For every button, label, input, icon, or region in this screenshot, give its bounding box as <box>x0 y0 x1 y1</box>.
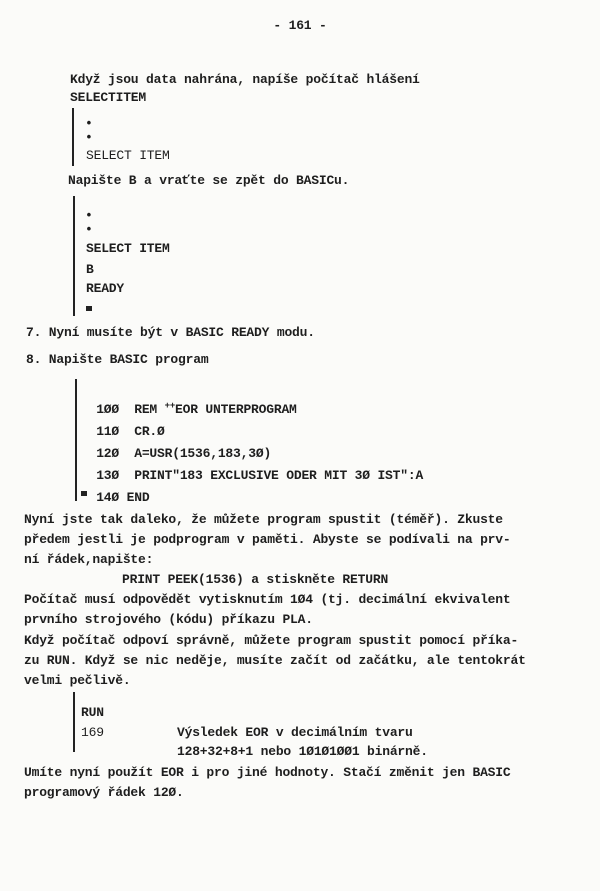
ellipsis-dot: • <box>85 130 93 145</box>
program-listing-bar <box>75 379 77 501</box>
result-note: 128+32+8+1 nebo 1Ø1Ø1ØØ1 binárně. <box>177 744 428 759</box>
intro-line-1: Když jsou data nahrána, napíše počítač hlášení <box>70 72 420 87</box>
paragraph-line: předem jestli je podprogram v paměti. Abyste se podívali na prv- <box>24 532 511 547</box>
paragraph-line: Umíte nyní použít EOR i pro jiné hodnoty. Stačí změnit jen BASIC <box>24 765 511 780</box>
cursor-block <box>86 306 92 311</box>
code-text: PRINT"183 EXCLUSIVE ODER MIT 3Ø IST":A <box>134 468 424 483</box>
screen-line: B <box>86 262 94 277</box>
paragraph-line: zu RUN. Když se nic neděje, musíte začít od začátku, ale tentokrát <box>24 653 526 668</box>
code-text: CR.Ø <box>134 424 165 439</box>
ellipsis-dot: • <box>85 222 93 237</box>
code-text: A=USR(1536,183,3Ø) <box>134 446 272 461</box>
code-prefix: REM <box>134 402 165 417</box>
line-number: 11Ø <box>96 424 120 439</box>
paragraph-line: velmi pečlivě. <box>24 673 131 688</box>
line-number: 13Ø <box>96 468 120 483</box>
screen-output-bar <box>73 196 75 316</box>
peek-command: PRINT PEEK(1536) a stiskněte RETURN <box>122 572 389 587</box>
paragraph-line: programový řádek 12Ø. <box>24 785 184 800</box>
step-8: 8. Napište BASIC program <box>26 352 209 367</box>
paragraph-line: Nyní jste tak daleko, že můžete program spustit (téměř). Zkuste <box>24 512 503 527</box>
code-text: END <box>126 490 150 505</box>
result-note: Výsledek EOR v decimálním tvaru <box>177 725 413 740</box>
screen-line: READY <box>86 281 125 296</box>
run-command: RUN <box>81 705 104 720</box>
line-number: 1ØØ <box>96 402 120 417</box>
run-result: 169 <box>81 725 104 740</box>
paragraph-line: ní řádek,napište: <box>24 552 154 567</box>
screen-line: SELECT ITEM <box>86 148 170 163</box>
instruction-b: Napište B a vraťte se zpět do BASICu. <box>68 173 350 188</box>
page-number: - 161 - <box>273 18 327 33</box>
program-line <box>81 474 149 506</box>
line-number: 12Ø <box>96 446 120 461</box>
paragraph-line: Když počítač odpoví správně, můžete program spustit pomocí příka- <box>24 633 519 648</box>
paragraph-line: prvního strojového (kódu) příkazu PLA. <box>24 612 313 627</box>
screen-line: SELECT ITEM <box>86 241 170 256</box>
intro-line-2: SELECTITEM <box>70 90 147 105</box>
run-output-bar <box>73 692 75 752</box>
plus-marks: ++ <box>164 401 176 411</box>
line-number: 14Ø <box>96 490 120 505</box>
ellipsis-dot: • <box>85 116 93 131</box>
code-text: EOR UNTERPROGRAM <box>175 402 297 417</box>
paragraph-line: Počítač musí odpovědět vytisknutím 1Ø4 (tj. decimální ekvivalent <box>24 592 511 607</box>
ellipsis-dot: • <box>85 208 93 223</box>
cursor-block <box>81 491 87 496</box>
screen-output-bar <box>72 108 74 166</box>
step-7: 7. Nyní musíte být v BASIC READY modu. <box>26 325 315 340</box>
